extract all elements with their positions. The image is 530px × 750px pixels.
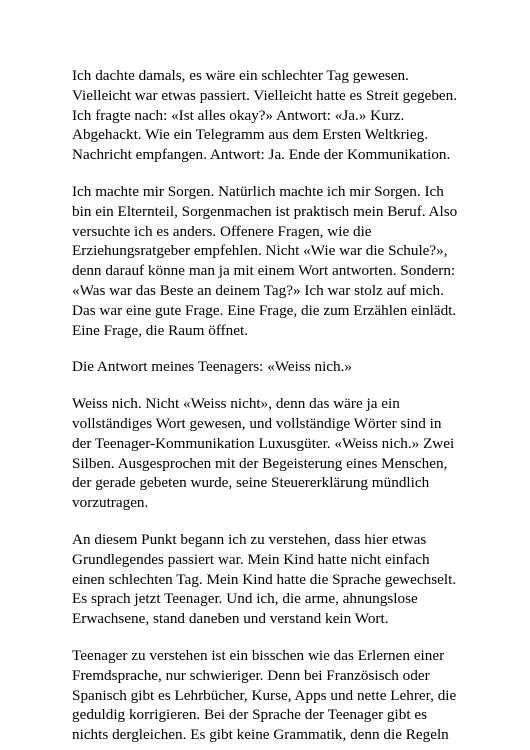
text-line: denn darauf könne man ja mit einem Wort antworten. Sondern: xyxy=(72,262,456,280)
text-line: Silben. Ausgesprochen mit der Begeisterung eines Menschen, xyxy=(72,454,448,472)
text-line: Die Antwort meines Teenagers: «Weiss nich.» xyxy=(72,358,353,376)
text-line: An diesem Punkt begann ich zu verstehen, dass hier etwas xyxy=(72,530,427,548)
text-line: der Teenager-Kommunikation Luxusgüter. «Weiss nich.» Zwei xyxy=(72,434,455,452)
text-line: Ich dachte damals, es wäre ein schlechter Tag gewesen. xyxy=(72,67,409,84)
text-line: Grundlegendes passiert war. Mein Kind hatte nicht einfach xyxy=(72,550,430,568)
text-line: nichts dergleichen. Es gibt keine Grammatik, denn die Regeln xyxy=(72,726,449,744)
text-line: Vielleicht war etwas passiert. Vielleicht hatte es Streit gegeben. xyxy=(72,86,458,104)
text-line: einen schlechten Tag. Mein Kind hatte die Sprache gewechselt. xyxy=(72,570,457,588)
text-line: Weiss nich. Nicht «Weiss nicht», denn das wäre ja ein xyxy=(72,395,400,413)
text-line: «Was war das Beste an deinem Tag?» Ich war stolz auf mich. xyxy=(72,281,444,299)
paragraph-1 xyxy=(72,66,470,165)
text-line: Erwachsene, stand daneben und verstand kein Wort. xyxy=(72,610,389,628)
text-line: Nachricht empfangen. Antwort: Ja. Ende der Kommunikation. xyxy=(72,146,451,164)
text-line: bin ein Elternteil, Sorgenmachen ist praktisch mein Beruf. Also xyxy=(72,202,458,220)
text-line: Eine Frage, die Raum öffnet. xyxy=(72,321,249,339)
text-line: vollständiges Wort gewesen, und vollständige Wörter sind in xyxy=(72,414,442,432)
text-line: Abgehackt. Wie ein Telegramm aus dem Ersten Weltkrieg. xyxy=(72,126,429,144)
text-line: Erziehungsratgeber empfehlen. Nicht «Wie war die Schule?», xyxy=(72,242,448,260)
text-line: Ich fragte nach: «Ist alles okay?» Antwort: «Ja.» Kurz. xyxy=(72,106,405,124)
paragraph-4 xyxy=(72,394,470,513)
text-line: versuchte ich es anders. Offenere Fragen, wie die xyxy=(72,222,372,240)
paragraph-2 xyxy=(72,182,470,340)
paragraph-5 xyxy=(72,530,470,629)
text-line: Ich machte mir Sorgen. Natürlich machte ich mir Sorgen. Ich xyxy=(72,182,444,200)
text-line: Teenager zu verstehen ist ein bisschen wie das Erlernen einer xyxy=(72,646,445,664)
paragraph-3 xyxy=(72,357,470,377)
text-line: Es sprach jetzt Teenager. Und ich, die arme, ahnungslose xyxy=(72,590,418,608)
text-line: geduldig korrigieren. Bei der Sprache der Teenager gibt es xyxy=(72,706,428,724)
text-line: Das war eine gute Frage. Eine Frage, die zum Erzählen einlädt. xyxy=(72,301,457,319)
paragraph-6 xyxy=(72,646,470,745)
text-line: der gerade gebeten wurde, seine Steuererklärung mündlich xyxy=(72,474,430,492)
text-line: vorzutragen. xyxy=(72,494,149,512)
text-line: Spanisch gibt es Lehrbücher, Kurse, Apps und nette Lehrer, die xyxy=(72,686,457,704)
text-line: Fremdsprache, nur schwieriger. Denn bei Französisch oder xyxy=(72,666,430,684)
